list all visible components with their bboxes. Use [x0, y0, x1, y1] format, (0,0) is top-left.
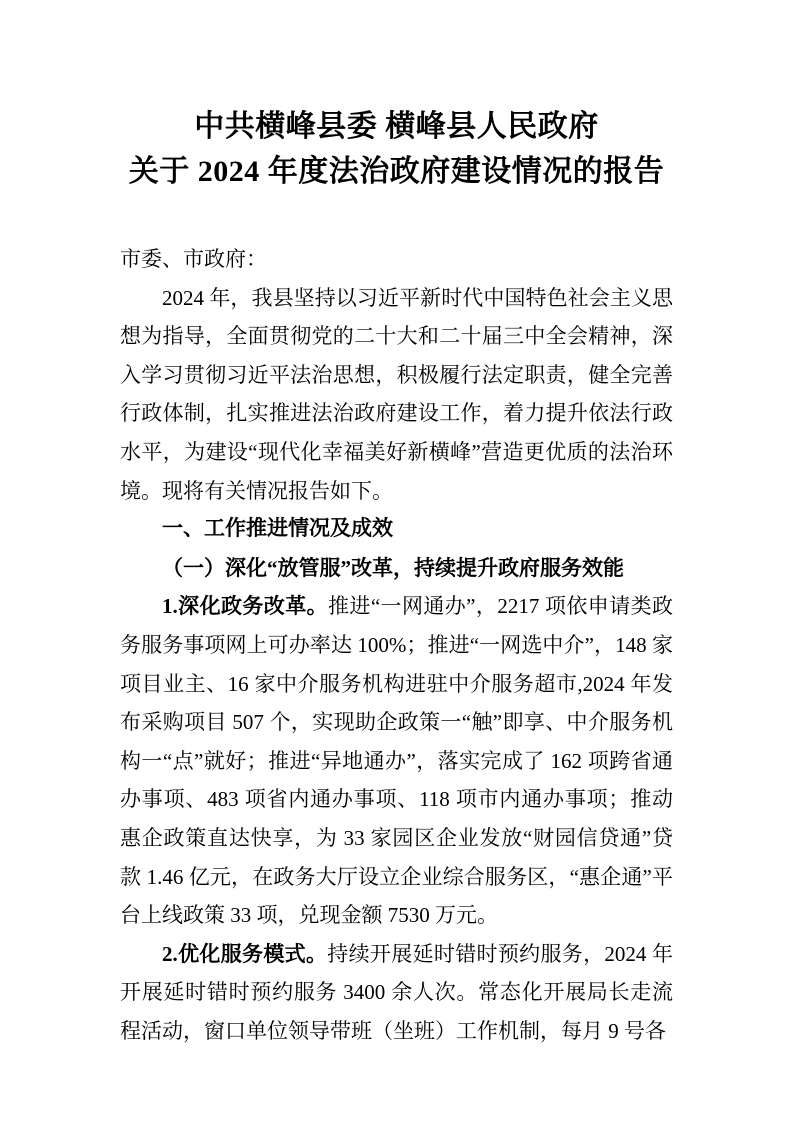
numbered-item-2-text: 持续开展延时错时预约服务，2024 年开展延时错时预约服务 3400 余人次。常态化开展局长走流程活动，窗口单位领导带班（坐班）工作机制，每月 9 号各 [120, 941, 674, 1043]
salutation: 市委、市政府： [120, 247, 267, 271]
numbered-item-1 [120, 587, 673, 934]
document-title [120, 104, 673, 194]
numbered-item-1-lead: 1.深化政务改革。 [162, 594, 329, 619]
title-line-1: 中共横峰县委 横峰县人民政府 [194, 110, 599, 143]
document-body [120, 240, 673, 1050]
subsection-heading: （一）深化“放管服”改革，持续提升政府服务效能 [162, 555, 624, 580]
numbered-item-1-text: 推进“一网通办”，2217 项依申请类政务服务事项网上可办率达 100%；推进“一网选中介”，148 家项目业主、16 家中介服务机构进驻中介服务超市,2024 年发布采购项目 507 个，实现助企政策一“触”即享、中介服务机构一“点”就好；推进“异地通办”，落实完成了 162 项跨省通办事项、483 项省内通办事项、118 项市内通办事项；推动惠企政策直达快享，为 33 家园区企业发放“财园信贷通”贷款 1.46 亿元，在政务大厅设立企业综合服务区，“惠企通”平台上线政策 33 项，兑现金额 7530 万元。 [120, 594, 674, 928]
title-line-2: 关于 2024 年度法治政府建设情况的报告 [128, 155, 665, 188]
numbered-item-2 [120, 935, 673, 1051]
numbered-item-2-lead: 2.优化服务模式。 [162, 941, 328, 966]
section-heading: 一、工作推进情况及成效 [162, 517, 393, 541]
intro-paragraph: 2024 年，我县坚持以习近平新时代中国特色社会主义思想为指导，全面贯彻党的二十大和二十届三中全会精神，深入学习贯彻习近平法治思想，积极履行法定职责，健全完善行政体制，扎实推进法治政府建设工作，着力提升依法行政水平，为建设“现代化幸福美好新横峰”营造更优质的法治环境。现将有关情况报告如下。 [120, 285, 673, 503]
